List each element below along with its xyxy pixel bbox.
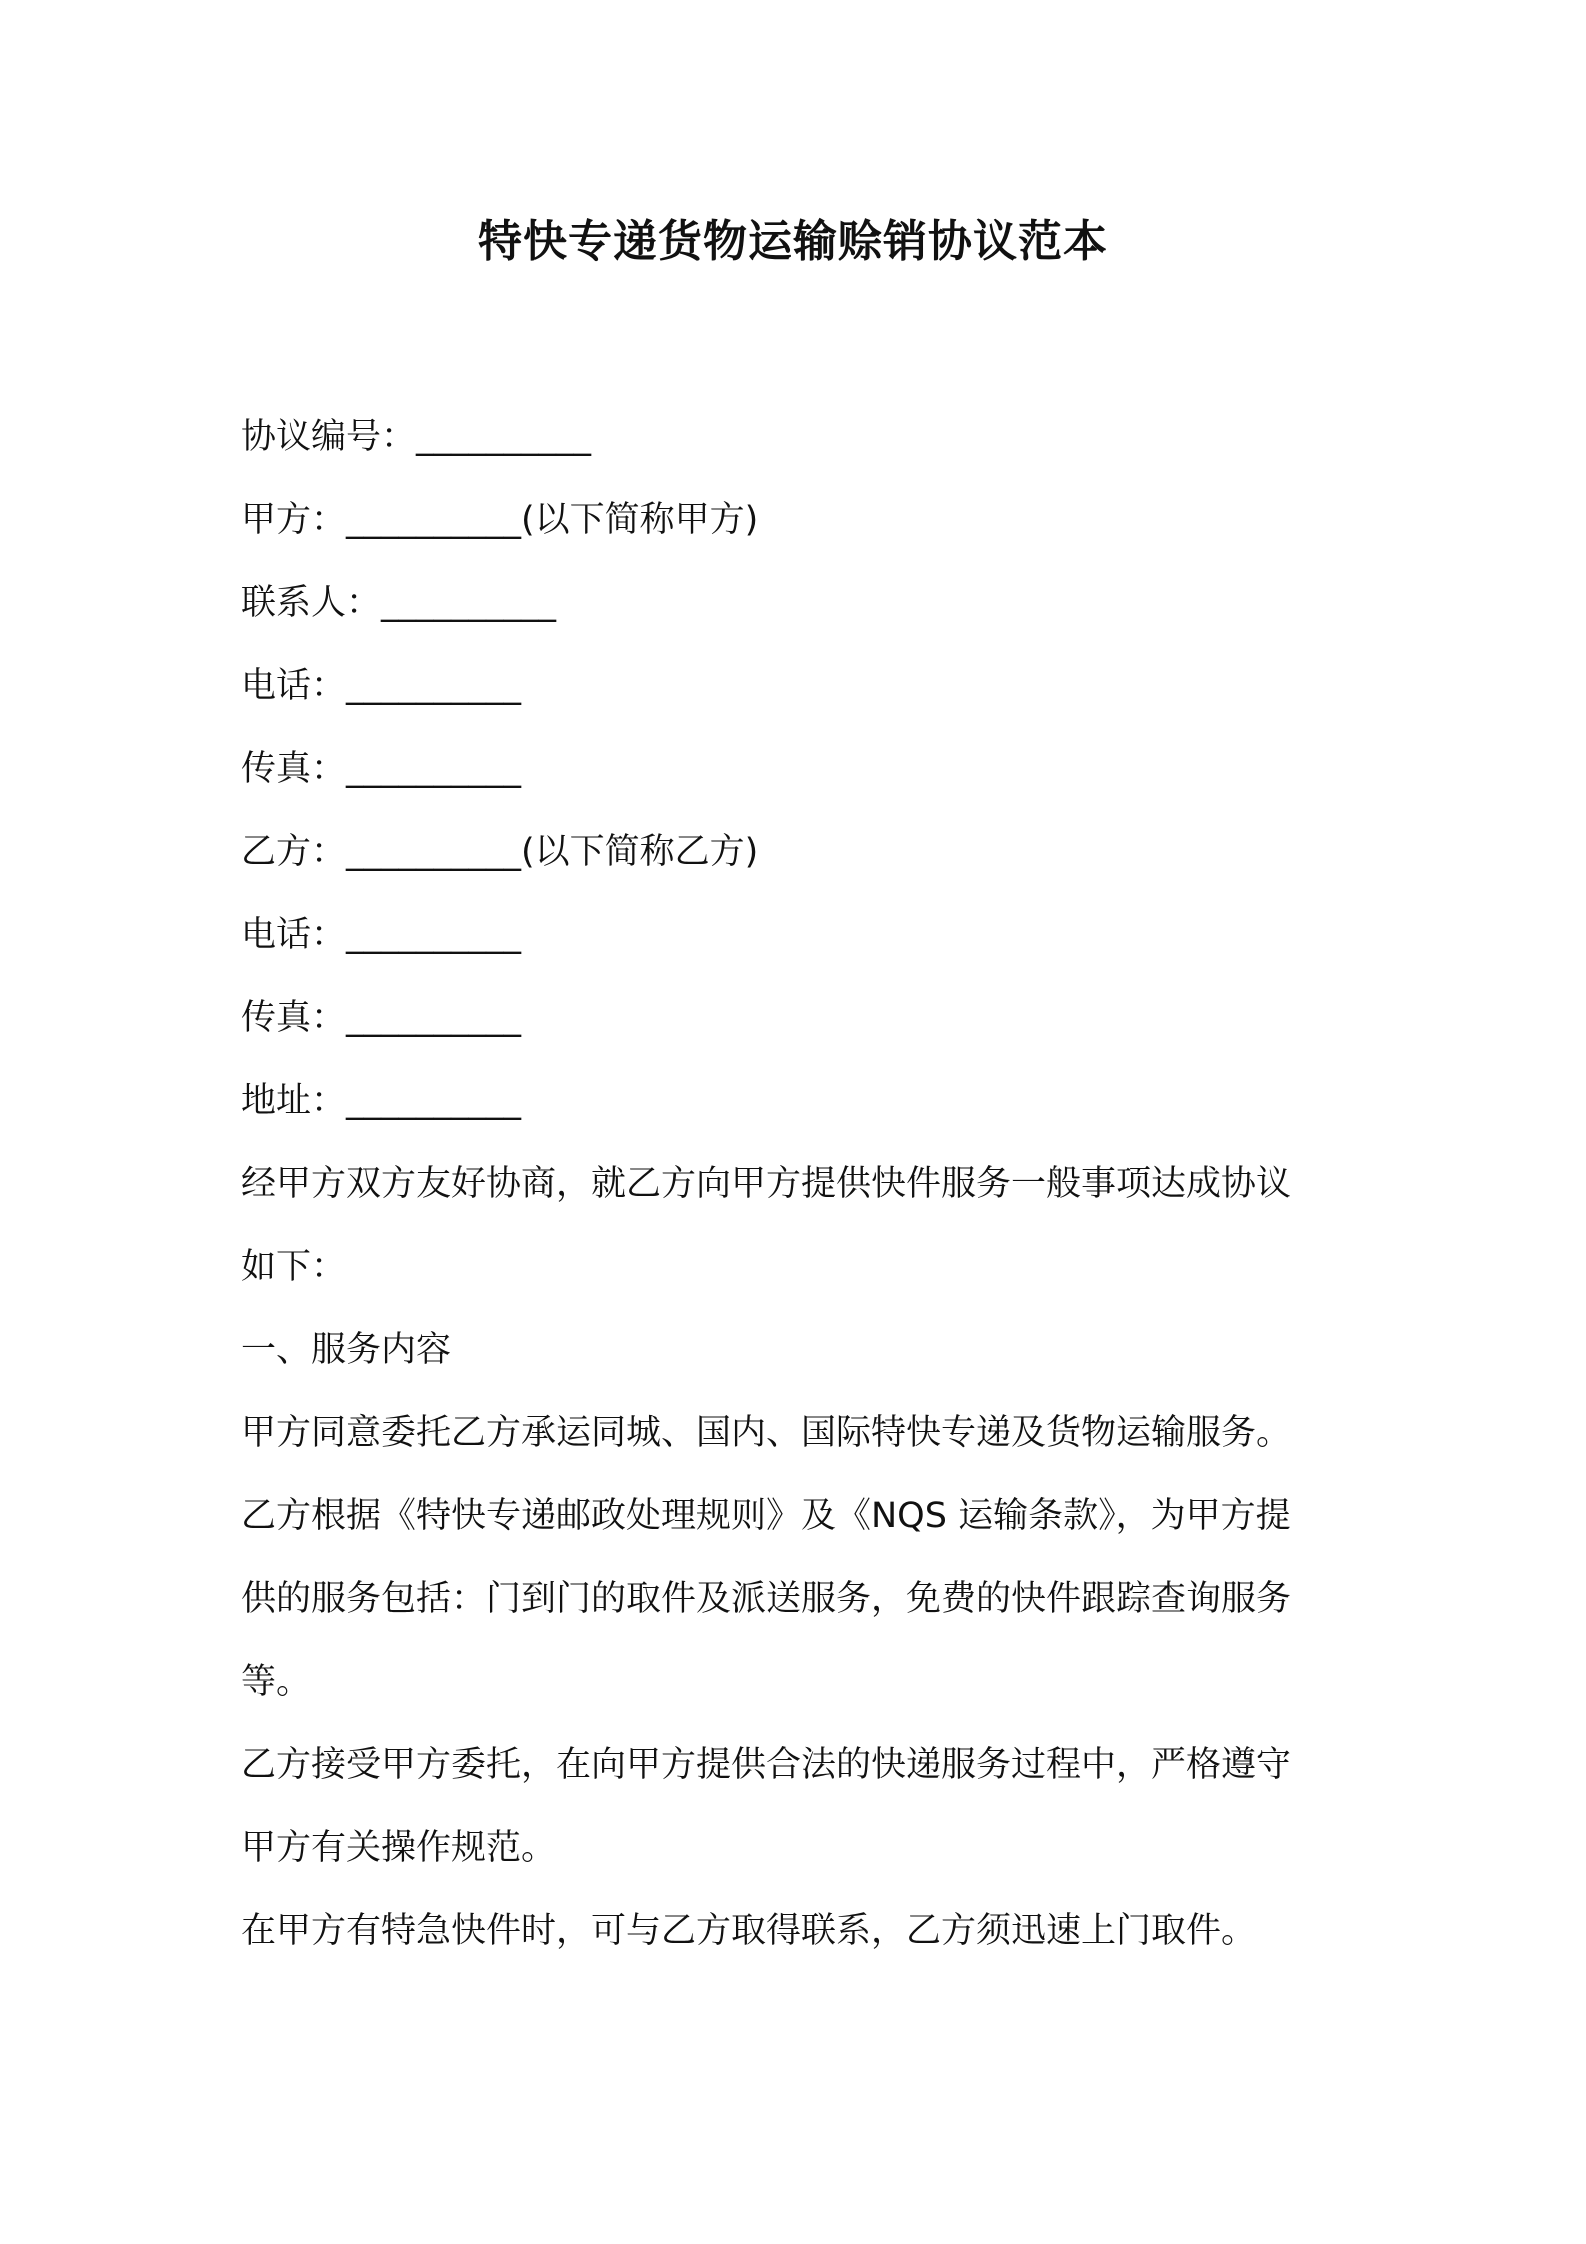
party-b-fax-field: 传真：__________ (241, 998, 522, 1038)
section-heading: 一、服务内容 (241, 1330, 452, 1370)
party-a-field: 甲方：__________(以下简称甲方) (241, 500, 759, 540)
body-paragraph-line: 供的服务包括：门到门的取件及派送服务，免费的快件跟踪查询服务 (241, 1579, 1292, 1619)
body-paragraph-line: 在甲方有特急快件时，可与乙方取得联系，乙方须迅速上门取件。 (241, 1911, 1257, 1951)
body-paragraph-line: 等。 (241, 1662, 312, 1702)
address-field: 地址：__________ (241, 1081, 522, 1121)
party-b-field: 乙方：__________(以下简称乙方) (241, 832, 759, 872)
agreement-number-field: 协议编号：__________ (241, 417, 592, 457)
contact-person-field: 联系人：__________ (241, 583, 557, 623)
document-title: 特快专递货物运输赊销协议范本 (478, 216, 1108, 267)
intro-paragraph-line: 如下： (241, 1247, 347, 1287)
party-a-fax-field: 传真：__________ (241, 749, 522, 789)
body-paragraph-line: 甲方同意委托乙方承运同城、国内、国际特快专递及货物运输服务。 (241, 1413, 1292, 1453)
intro-paragraph-line: 经甲方双方友好协商，就乙方向甲方提供快件服务一般事项达成协议 (241, 1164, 1292, 1204)
body-paragraph-line: 乙方接受甲方委托，在向甲方提供合法的快递服务过程中，严格遵守 (241, 1745, 1292, 1785)
party-b-phone-field: 电话：__________ (241, 915, 522, 955)
body-paragraph-line: 乙方根据《特快专递邮政处理规则》及《NQS 运输条款》，为甲方提 (241, 1496, 1291, 1536)
body-paragraph-line: 甲方有关操作规范。 (241, 1828, 557, 1868)
party-a-phone-field: 电话：__________ (241, 666, 522, 706)
